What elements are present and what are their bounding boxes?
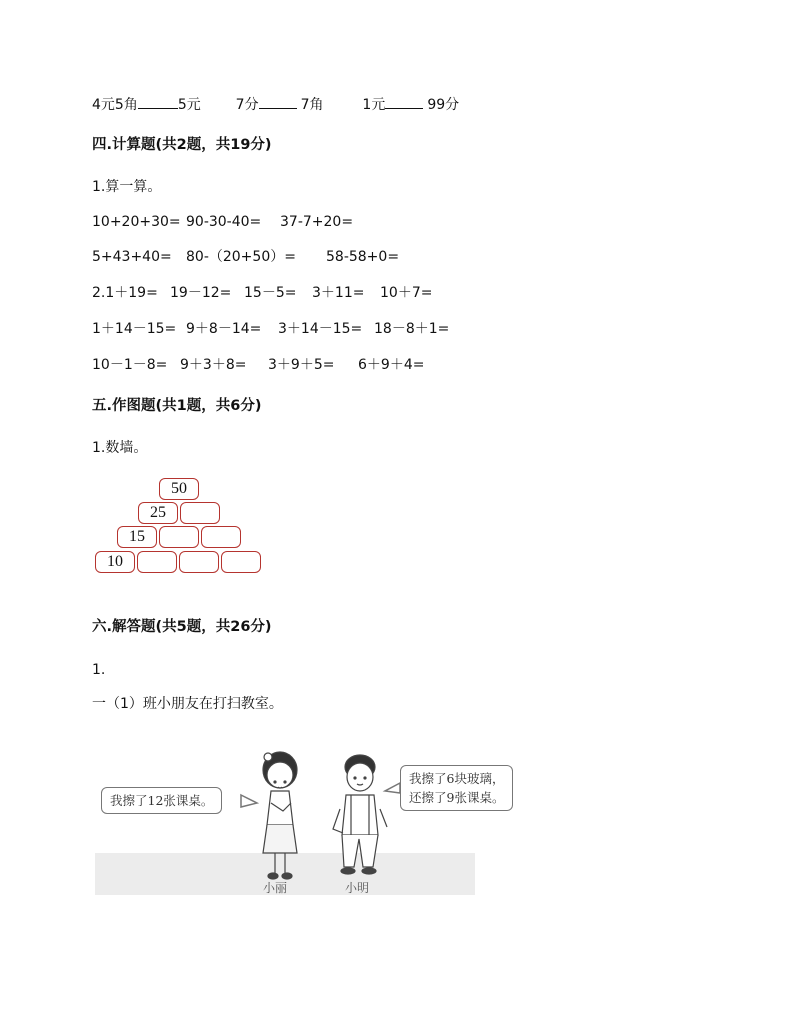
calc-item: 3＋14－15= — [278, 321, 363, 337]
calc-item: 80-（20+50）= — [186, 249, 296, 265]
calc-item: 10－1－8= — [92, 357, 168, 373]
section-6-question-1-label: 1. — [92, 662, 106, 678]
cleaning-illustration — [95, 745, 535, 905]
wall-brick-empty[interactable] — [201, 526, 241, 548]
answer-blank-2[interactable] — [259, 94, 297, 109]
calc-item: 9＋3＋8= — [180, 357, 247, 373]
wall-brick-empty[interactable] — [221, 551, 261, 573]
wall-brick-top: 50 — [159, 478, 199, 500]
calc-item: 15－5= — [244, 285, 297, 301]
calc-row-5 — [92, 356, 424, 374]
calc-item: 5+43+40= — [92, 249, 172, 265]
wall-brick-empty[interactable] — [179, 551, 219, 573]
speech-bubble-girl: 我擦了12张课桌。 — [101, 787, 222, 814]
section-4-title: 四.计算题(共2题，共19分) — [92, 137, 272, 153]
wall-brick-row2-left: 25 — [138, 502, 178, 524]
wall-brick-empty[interactable] — [180, 502, 220, 524]
calc-item: 10＋7= — [380, 285, 433, 301]
money-item3-right: 99分 — [427, 97, 460, 113]
calc-item: 58-58+0= — [326, 249, 400, 265]
money-item3-left: 1元 — [362, 97, 386, 113]
calc-item: 9＋8－14= — [186, 321, 262, 337]
calc-item: 18－8＋1= — [374, 321, 450, 337]
money-compare-row — [92, 94, 459, 114]
calc-item: 90-30-40= — [186, 214, 262, 230]
money-item2-right: 7角 — [300, 97, 324, 113]
wall-brick-empty[interactable] — [159, 526, 199, 548]
calc-item: 37-7+20= — [280, 214, 354, 230]
calc-item: 2.1＋19= — [92, 285, 158, 301]
speech-bubble-boy-line-2: 还擦了9张课桌。 — [409, 790, 505, 805]
calc-item: 1＋14－15= — [92, 321, 177, 337]
section-5-question-1-label: 1.数墙。 — [92, 440, 148, 456]
calc-row-1 — [92, 213, 353, 231]
section-4-question-1-label: 1.算一算。 — [92, 179, 162, 195]
section-5-title: 五.作图题(共1题，共6分) — [92, 398, 262, 414]
calc-item: 10+20+30= — [92, 214, 181, 230]
speech-bubble-boy-line-1: 我擦了6块玻璃， — [409, 771, 505, 786]
answer-blank-1[interactable] — [138, 94, 178, 109]
boy-name-label: 小明 — [345, 881, 370, 895]
calc-item: 3＋9＋5= — [268, 357, 335, 373]
speech-bubble-boy — [400, 765, 513, 811]
calc-item: 19－12= — [170, 285, 232, 301]
money-item1-right: 5元 — [177, 97, 201, 113]
answer-blank-3[interactable] — [385, 94, 423, 109]
calc-item: 3＋11= — [312, 285, 365, 301]
wall-brick-row4-left: 10 — [95, 551, 135, 573]
money-item2-left: 7分 — [235, 97, 259, 113]
calc-row-4 — [92, 320, 449, 338]
section-6-title: 六.解答题(共5题，共26分) — [92, 619, 272, 635]
section-6-question-1-text: 一（1）班小朋友在打扫教室。 — [92, 696, 283, 712]
money-item1-left: 4元5角 — [92, 97, 138, 113]
girl-name-label: 小丽 — [263, 881, 288, 895]
calc-row-3 — [92, 284, 432, 302]
number-wall — [95, 478, 270, 578]
calc-item: 6＋9＋4= — [358, 357, 425, 373]
wall-brick-row3-left: 15 — [117, 526, 157, 548]
calc-row-2 — [92, 248, 399, 266]
wall-brick-empty[interactable] — [137, 551, 177, 573]
